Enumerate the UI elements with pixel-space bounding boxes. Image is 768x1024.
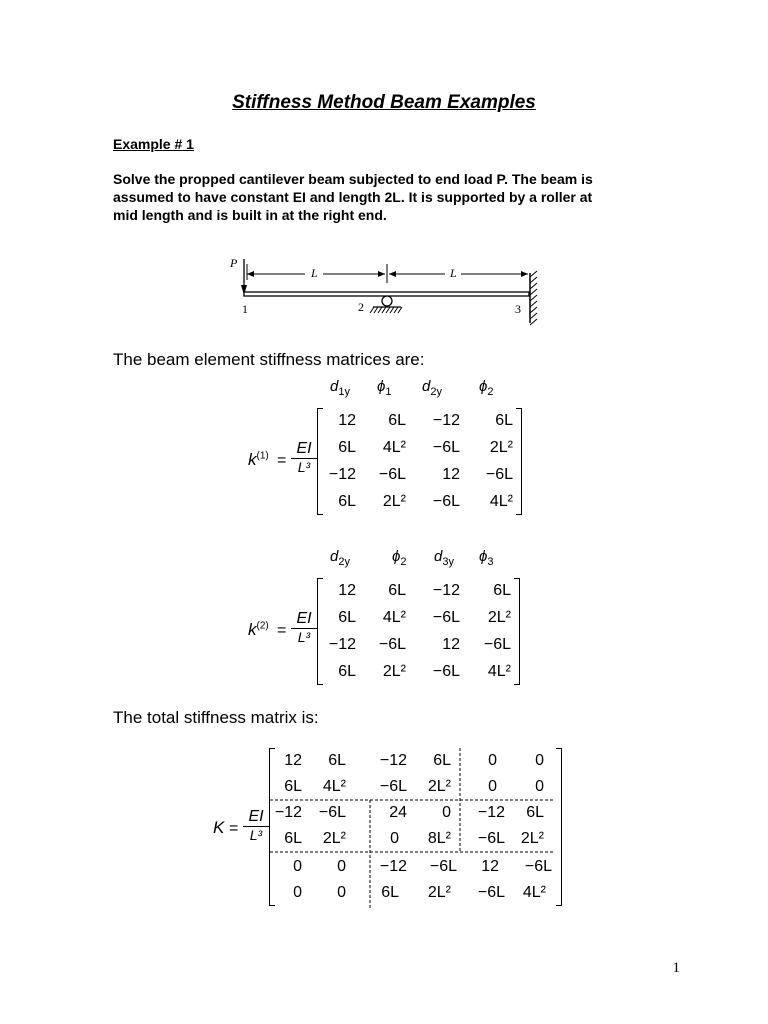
- load-label: P: [230, 256, 238, 270]
- element-stiffness-heading: The beam element stiffness matrices are:: [113, 350, 425, 369]
- k2-cell: −12: [432, 582, 460, 599]
- K-cell: −6L: [477, 884, 505, 901]
- K-cell: −6L: [429, 858, 457, 875]
- equals-sign: =: [277, 622, 287, 639]
- k1-cell: −6L: [378, 466, 406, 483]
- k2-factor-numerator: EI: [291, 610, 317, 629]
- K-cell: 12: [481, 858, 499, 875]
- k2-right-bracket: [514, 578, 520, 685]
- description-line: mid length and is built in at the right end.: [113, 207, 387, 223]
- k1-cell: 12: [442, 466, 460, 483]
- K-cell: 0: [535, 752, 544, 769]
- k2-cell: −6L: [432, 663, 460, 680]
- K-cell: 6L: [284, 830, 302, 847]
- k1-cell: 4L²: [489, 493, 513, 510]
- K-symbol: K: [213, 818, 225, 837]
- k2-cell: 4L²: [382, 609, 406, 626]
- k1-factor: [291, 440, 317, 475]
- K-cell: 12: [284, 752, 302, 769]
- K-cell: 6L: [433, 752, 451, 769]
- K-factor-denominator: L³: [249, 827, 263, 843]
- description-line: assumed to have constant EI and length 2L. It is supported by a roller at: [113, 189, 593, 205]
- span-label-1: L: [311, 266, 318, 280]
- k2-cell: 12: [442, 636, 460, 653]
- k2-factor: [291, 610, 317, 645]
- node-2-label: 2: [358, 300, 364, 314]
- K-cell: 0: [442, 804, 451, 821]
- K-cell: −6L: [379, 778, 407, 795]
- k2-cell: 4L²: [487, 663, 511, 680]
- k1-cell: 2L²: [382, 493, 406, 510]
- K-cell: 2L²: [322, 830, 346, 847]
- k1-cell: −6L: [432, 493, 460, 510]
- k2-cell: −6L: [432, 609, 460, 626]
- k2-header-phi2: $\phi_2$: [392, 548, 407, 568]
- K-cell: 2L²: [427, 778, 451, 795]
- K-cell: 0: [390, 830, 399, 847]
- K-cell: 0: [488, 752, 497, 769]
- k2-cell: 6L: [493, 582, 511, 599]
- k1-right-bracket: [516, 408, 522, 515]
- problem-description: [113, 170, 653, 224]
- description-line: Solve the propped cantilever beam subjected to end load P. The beam is: [113, 171, 593, 187]
- k2-cell: 6L: [338, 663, 356, 680]
- K-cell: 0: [337, 858, 346, 875]
- k2-cell: 12: [338, 582, 356, 599]
- page-number: 1: [672, 960, 680, 976]
- k1-cell: 6L: [495, 412, 513, 429]
- K-cell: −12: [379, 752, 407, 769]
- K-cell: −6L: [318, 804, 346, 821]
- K-cell: 6L: [381, 884, 399, 901]
- beam-figure: [225, 245, 555, 327]
- k2-header-phi3: $\phi_3$: [479, 548, 494, 568]
- k2-cell: −6L: [483, 636, 511, 653]
- k1-cell: 6L: [338, 493, 356, 510]
- K-cell: 24: [389, 804, 407, 821]
- K-factor-numerator: EI: [243, 808, 269, 827]
- node-3-label: 3: [515, 302, 521, 316]
- example-label: Example # 1: [113, 136, 194, 152]
- page-title: Stiffness Method Beam Examples: [232, 92, 536, 113]
- k1-header-d2y: $d_{2y}$: [422, 378, 442, 398]
- K-cell: 2L²: [520, 830, 544, 847]
- k1-cell: −12: [432, 412, 460, 429]
- k1-cell: 12: [338, 412, 356, 429]
- K-cell: 0: [535, 778, 544, 795]
- K-cell: 8L²: [427, 830, 451, 847]
- k1-factor-numerator: EI: [291, 440, 317, 459]
- K-cell: 6L: [284, 778, 302, 795]
- k1-cell: −12: [328, 466, 356, 483]
- roller-support: [382, 296, 392, 306]
- K-cell: 0: [293, 858, 302, 875]
- k2-cell: 2L²: [487, 609, 511, 626]
- span-label-2: L: [450, 266, 457, 280]
- K-cell: 6L: [526, 804, 544, 821]
- K-cell: 0: [293, 884, 302, 901]
- K-cell: 4L²: [322, 778, 346, 795]
- k2-cell: −6L: [378, 636, 406, 653]
- k1-cell: 4L²: [382, 439, 406, 456]
- node-1-label: 1: [242, 302, 248, 316]
- k1-cell: −6L: [432, 439, 460, 456]
- k2-cell: 6L: [388, 582, 406, 599]
- k2-symbol: $k^{(2)}$: [248, 620, 269, 639]
- K-cell: 2L²: [427, 884, 451, 901]
- equals-sign: =: [277, 452, 287, 469]
- k2-cell: −12: [328, 636, 356, 653]
- K-factor: [243, 808, 269, 843]
- k2-cell: 6L: [338, 609, 356, 626]
- K-cell: −12: [477, 804, 505, 821]
- k1-cell: 6L: [338, 439, 356, 456]
- K-cell: 4L²: [522, 884, 546, 901]
- total-stiffness-heading: The total stiffness matrix is:: [113, 708, 319, 727]
- k1-header-phi1: $\phi_1$: [377, 378, 392, 398]
- K-cell: 0: [488, 778, 497, 795]
- k1-header-phi2: $\phi_2$: [479, 378, 494, 398]
- equals-sign: =: [229, 820, 239, 837]
- k2-header-d2y: $d_{2y}$: [330, 548, 350, 568]
- K-cell: −12: [379, 858, 407, 875]
- k1-cell: 6L: [388, 412, 406, 429]
- K-cell: 0: [337, 884, 346, 901]
- k1-cell: −6L: [485, 466, 513, 483]
- k2-header-d3y: $d_{3y}$: [434, 548, 454, 568]
- k1-cell: 2L²: [489, 439, 513, 456]
- K-cell: −12: [274, 804, 302, 821]
- K-cell: −6L: [524, 858, 552, 875]
- k2-cell: 2L²: [382, 663, 406, 680]
- k1-factor-denominator: L³: [297, 459, 311, 475]
- K-cell: −6L: [477, 830, 505, 847]
- k1-header-d1y: $d_{1y}$: [330, 378, 350, 398]
- K-cell: 6L: [328, 752, 346, 769]
- k1-symbol: $k^{(1)}$: [248, 450, 269, 469]
- k2-factor-denominator: L³: [297, 629, 311, 645]
